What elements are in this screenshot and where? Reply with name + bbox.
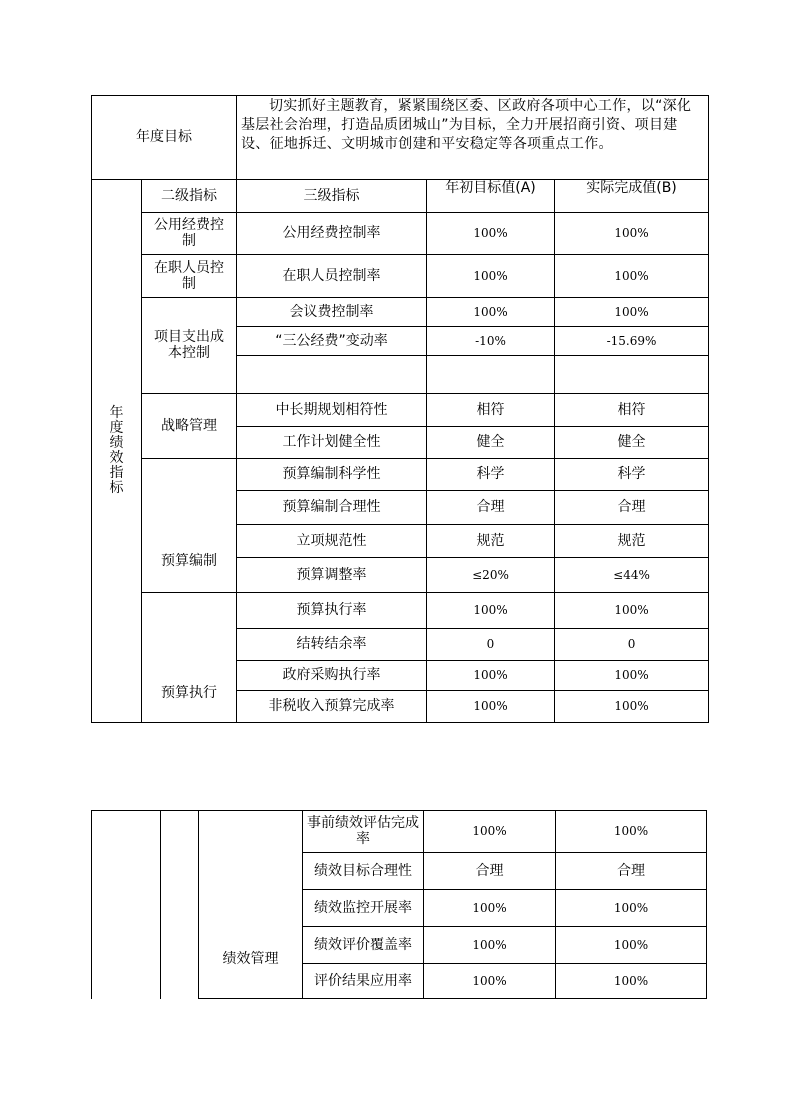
target-value: 科学 [427, 459, 555, 491]
group-label: 项目支出成本控制 [142, 298, 237, 394]
target-value: 100% [427, 255, 555, 298]
target-value: 100% [424, 927, 556, 964]
actual-value: 规范 [555, 525, 709, 558]
target-value: 相符 [427, 394, 555, 427]
table-row [92, 255, 709, 298]
annual-goal-text: 切实抓好主题教育，紧紧围绕区委、区政府各项中心工作，以“深化基层社会治理，打造品质团城山”为目标，全力开展招商引资、项目建设、征地拆迁、文明城市创建和平安稳定等各项重点工作。 [237, 96, 709, 180]
target-value: 健全 [427, 427, 555, 459]
actual-value: 0 [555, 629, 709, 661]
table-row [92, 593, 709, 629]
actual-value: -15.69% [555, 327, 709, 356]
table-row [92, 394, 709, 427]
indicator-name: 公用经费控制率 [237, 213, 427, 255]
indicator-name: 在职人员控制率 [237, 255, 427, 298]
actual-value [555, 356, 709, 394]
actual-value: 健全 [555, 427, 709, 459]
continued-section-cell [92, 811, 161, 999]
indicator-name: 预算调整率 [237, 558, 427, 593]
indicator-name: 绩效目标合理性 [303, 853, 424, 890]
target-value: 100% [424, 890, 556, 927]
indicator-name: 绩效监控开展率 [303, 890, 424, 927]
target-value: ≤20% [427, 558, 555, 593]
performance-table-page2 [91, 810, 707, 999]
indicator-name: 会议费控制率 [237, 298, 427, 327]
target-value: 100% [427, 298, 555, 327]
indicator-section-label: 年度绩效指标 [92, 180, 142, 723]
indicator-name: 中长期规划相符性 [237, 394, 427, 427]
header-level2: 二级指标 [142, 180, 237, 213]
annual-goal-row [92, 96, 709, 180]
actual-value: 100% [555, 255, 709, 298]
actual-value: 100% [555, 593, 709, 629]
actual-value: 合理 [556, 853, 707, 890]
indicator-name [237, 356, 427, 394]
continued-level1-cell [161, 811, 199, 999]
indicator-name: 事前绩效评估完成率 [303, 811, 424, 853]
actual-value: 100% [555, 661, 709, 691]
group-label: 战略管理 [142, 394, 237, 459]
actual-value: ≤44% [555, 558, 709, 593]
actual-value: 合理 [555, 491, 709, 525]
target-value: 合理 [424, 853, 556, 890]
table-row [92, 298, 709, 327]
actual-value: 100% [555, 213, 709, 255]
indicator-name: 工作计划健全性 [237, 427, 427, 459]
header-actual: 实际完成值(B) [555, 180, 709, 213]
target-value: 100% [427, 661, 555, 691]
target-value: -10% [427, 327, 555, 356]
table-row [92, 811, 707, 853]
actual-value: 100% [555, 691, 709, 723]
group-label: 在职人员控制 [142, 255, 237, 298]
indicator-name: 政府采购执行率 [237, 661, 427, 691]
indicator-name: “三公经费”变动率 [237, 327, 427, 356]
group-label: 公用经费控制 [142, 213, 237, 255]
annual-goal-label: 年度目标 [92, 96, 237, 180]
actual-value: 100% [556, 927, 707, 964]
header-row [92, 180, 709, 213]
actual-value: 100% [556, 890, 707, 927]
header-target: 年初目标值(A) [427, 180, 555, 213]
group-label: 预算执行 [142, 593, 237, 723]
target-value: 100% [424, 811, 556, 853]
target-value [427, 356, 555, 394]
table-row [92, 459, 709, 491]
indicator-name: 预算编制科学性 [237, 459, 427, 491]
actual-value: 100% [556, 811, 707, 853]
actual-value: 科学 [555, 459, 709, 491]
actual-value: 100% [555, 298, 709, 327]
header-level3: 三级指标 [237, 180, 427, 213]
target-value: 100% [427, 691, 555, 723]
indicator-name: 评价结果应用率 [303, 964, 424, 999]
target-value: 规范 [427, 525, 555, 558]
indicator-name: 预算执行率 [237, 593, 427, 629]
table-row [92, 213, 709, 255]
performance-table-page1 [91, 95, 709, 723]
indicator-name: 立项规范性 [237, 525, 427, 558]
target-value: 合理 [427, 491, 555, 525]
indicator-name: 非税收入预算完成率 [237, 691, 427, 723]
target-value: 100% [427, 593, 555, 629]
indicator-name: 绩效评价覆盖率 [303, 927, 424, 964]
indicator-name: 预算编制合理性 [237, 491, 427, 525]
actual-value: 相符 [555, 394, 709, 427]
group-label: 预算编制 [142, 459, 237, 593]
target-value: 100% [424, 964, 556, 999]
target-value: 100% [427, 213, 555, 255]
target-value: 0 [427, 629, 555, 661]
indicator-name: 结转结余率 [237, 629, 427, 661]
actual-value: 100% [556, 964, 707, 999]
group-label: 绩效管理 [199, 811, 303, 999]
